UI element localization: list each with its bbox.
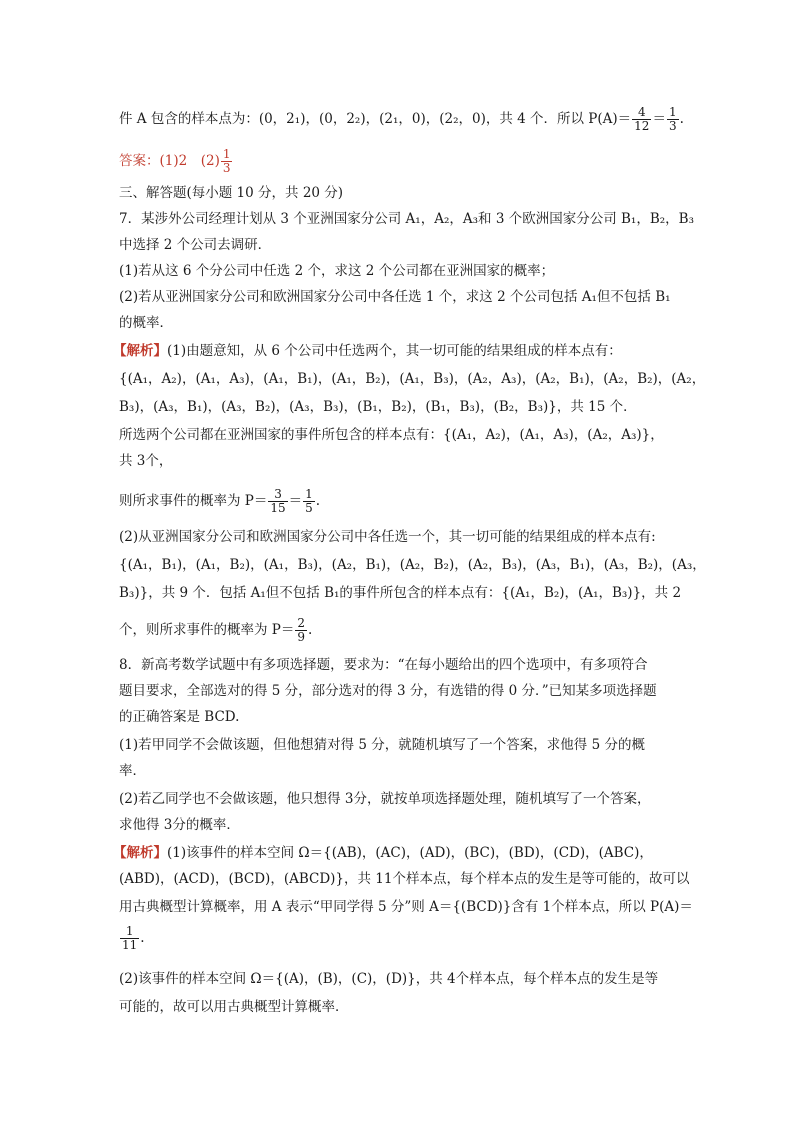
fraction — [303, 488, 315, 515]
fraction-numerator: 1 — [222, 147, 231, 161]
solution-text: 用古典概型计算概率，用 A 表示“甲同学得 5 分”则 A＝{(BCD)}含有 1个样本点，所以 P(A)＝ — [119, 899, 693, 915]
fraction — [632, 106, 651, 133]
fraction-numerator: 1 — [305, 487, 313, 501]
question-text: 中选择 2 个公司去调研． — [119, 237, 272, 253]
fraction-denominator: 12 — [634, 119, 650, 133]
fraction-denominator: 9 — [297, 630, 306, 644]
fraction-numerator: 1 — [668, 105, 677, 119]
fraction-denominator: 5 — [305, 501, 313, 515]
fraction — [221, 148, 233, 175]
text-span: . — [308, 622, 313, 638]
fraction-denominator: 11 — [122, 938, 138, 952]
fraction-denominator: 3 — [668, 119, 677, 133]
text-line — [119, 106, 684, 133]
solution-text: (ABD)，(ACD)，(BCD)，(ABCD)}，共 11个样本点，每个样本点的发生是等可能的，故可以 — [119, 871, 690, 887]
fraction — [295, 617, 307, 644]
question-text: (2)若乙同学也不会做该题，他只想得 3分，就按单项选择题处理，随机填写了一个答案， — [119, 791, 651, 807]
solution-text: 共 3个， — [119, 453, 173, 469]
question-text: (1)若甲同学不会做该题，但他想猜对得 5 分，就随机填写了一个答案，求他得 5 分的概 — [119, 737, 645, 753]
text-span: 则所求事件的概率为 P＝ — [119, 493, 268, 509]
text-span: . — [679, 111, 684, 127]
fraction-numerator: 3 — [268, 488, 287, 502]
question-text: 的概率． — [119, 315, 173, 331]
fraction-denominator: 3 — [222, 161, 231, 175]
text-span: (1)该事件的样本空间 Ω＝{(AB)，(AC)，(AD)，(BC)，(BD)，(CD)，(ABC)， — [167, 845, 653, 861]
text-span: ₁)，(0，2₂)，(2₁，0)，(2₂，0)，共 4 个．所以 P(A)＝ — [294, 111, 632, 127]
solution-text — [113, 843, 653, 863]
solution-text: 所选两个公司都在亚洲国家的事件所包含的样本点有：{(A₁，A₂)，(A₁，A₃)，(A₂，A₃)}， — [119, 427, 664, 443]
solution-text: B₃)，(A₃，B₁)，(A₃，B₂)，(A₃，B₃)，(B₁，B₂)，(B₁，B₃)，(B₂，B₃)}，共 15 个． — [119, 399, 637, 415]
solution-text: {(A₁，B₁)，(A₁，B₂)，(A₁，B₃)，(A₂，B₁)，(A₂，B₂)，(A₂，B₃)，(A₃，B₁)，(A₃，B₂)，(A₃， — [119, 557, 706, 573]
solution-text: (2)从亚洲国家分公司和欧洲国家分公司中各任选一个，其一切可能的结果组成的样本点有: — [119, 529, 656, 545]
fraction — [120, 925, 139, 952]
fraction — [268, 488, 287, 515]
text-span: . — [140, 930, 145, 946]
section-heading: 三、解答题(每小题 10 分，共 20 分) — [119, 185, 344, 201]
question-text: 8．新高考数学试题中有多项选择题，要求为：“在每小题给出的四个选项中，有多项符合 — [119, 657, 648, 673]
fraction-numerator: 1 — [120, 925, 139, 939]
fraction-denominator: 15 — [270, 501, 286, 515]
answer-label: 答案：(1)2 (2) — [119, 153, 220, 169]
text-span: 件 A 包含的样本点为：(0，2 — [119, 111, 295, 127]
fraction-numerator: 4 — [632, 106, 651, 120]
fraction — [667, 106, 679, 133]
text-span: (1)由题意知，从 6 个公司中任选两个，其一切可能的结果组成的样本点有： — [167, 343, 622, 359]
solution-text — [119, 925, 145, 952]
question-text: 7．某涉外公司经理计划从 3 个亚洲国家分公司 A₁，A₂，A₃和 3 个欧洲国家分公司 B₁，B₂，B₃ — [119, 211, 694, 227]
solution-label: 【解析】 — [113, 845, 167, 861]
fraction-numerator: 2 — [297, 616, 306, 630]
solution-label: 【解析】 — [113, 343, 167, 359]
answer-line — [119, 148, 233, 175]
question-text: 求他得 3分的概率． — [119, 817, 240, 833]
question-text: (2)若从亚洲国家分公司和欧洲国家分公司中各任选 1 个，求这 2 个公司包括 A₁但不包括 B₁ — [119, 289, 671, 305]
solution-text: (2)该事件的样本空间 Ω＝{(A)，(B)，(C)，(D)}，共 4个样本点，每个样本点的发生是等 — [119, 971, 659, 987]
solution-text — [119, 617, 312, 644]
question-text: 的正确答案是 BCD. — [119, 709, 240, 725]
question-text: 率． — [119, 763, 146, 779]
solution-text — [113, 341, 622, 361]
question-text: 题目要求，全部选对的得 5 分，部分选对的得 3 分，有选错的得 0 分．”已知某多项选择题 — [119, 683, 657, 699]
text-span: . — [315, 493, 321, 509]
solution-text: B₃)}，共 9 个．包括 A₁但不包括 B₁的事件所包含的样本点有：{(A₁，B₂)，(A₁，B₃)}，共 2 — [119, 585, 682, 601]
text-span: 个，则所求事件的概率为 P＝ — [119, 622, 295, 638]
text-span: ＝ — [652, 111, 666, 127]
solution-text: {(A₁，A₂)，(A₁，A₃)，(A₁，B₁)，(A₁，B₂)，(A₁，B₃)，(A₂，A₃)，(A₂，B₁)，(A₂，B₂)，(A₂， — [119, 371, 706, 387]
question-text: (1)若从这 6 个分公司中任选 2 个，求这 2 个公司都在亚洲国家的概率； — [119, 263, 555, 279]
solution-text — [119, 488, 320, 515]
solution-text: 可能的，故可以用古典概型计算概率． — [119, 999, 349, 1015]
text-span: ＝ — [288, 493, 303, 509]
